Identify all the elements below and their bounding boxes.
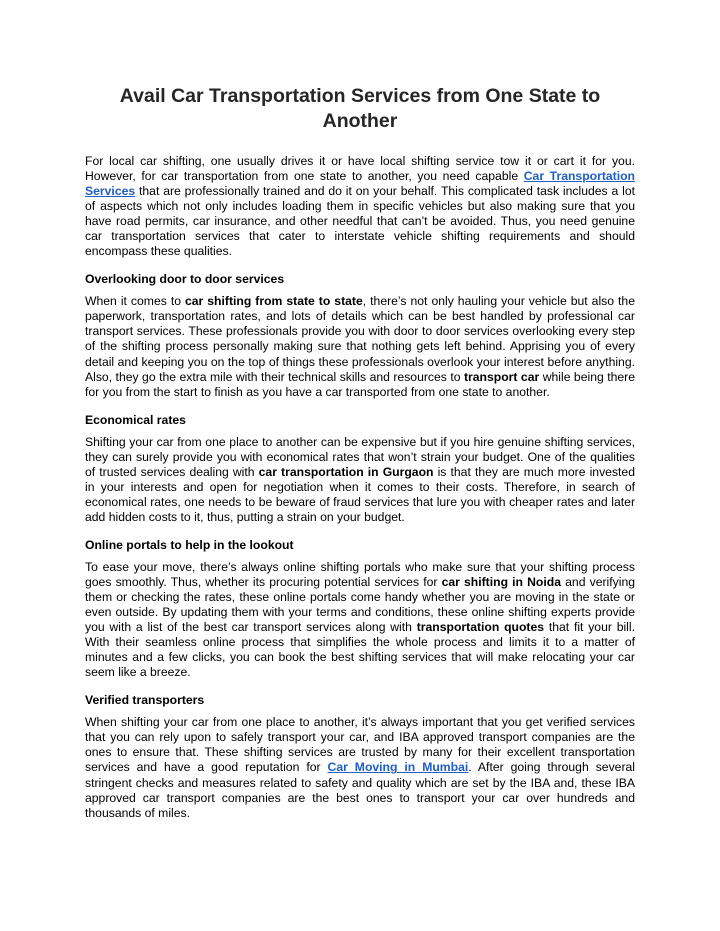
document-content (85, 84, 635, 821)
bold-phrase: transport car (463, 369, 540, 384)
bold-phrase: transportation quotes (416, 620, 545, 635)
section-heading-economical-rates: Economical rates (85, 412, 186, 427)
paragraph-text: and verifying them or checking the rates, these online portals come handy whether you are moving in the state or even outside. By updating them with your terms and conditions, these online shifting experts provide you with a list of the best car transport services along with (85, 574, 635, 635)
section-heading-door-to-door: Overlooking door to door services (85, 272, 285, 287)
section-paragraph-door-to-door (85, 294, 635, 399)
paragraph-text: while being there for you from the start to finish as you have a car transported from one state to another. (85, 369, 635, 399)
bold-phrase: car shifting from state to state (184, 294, 363, 309)
paragraph-text: To ease your move, there’s always online shifting portals who make sure that your shifting process goes smoothly. Thus, whether its procuring potential services for (85, 559, 635, 589)
paragraph-text: When it comes to (85, 294, 185, 309)
section-paragraph-economical-rates (85, 435, 635, 525)
paragraph-text: Shifting your car from one place to another can be expensive but if you hire genuine shifting services, they can surely provide you with economical rates that won’t strain your budget. One of the qualities of trusted services dealing with (85, 434, 635, 479)
paragraph-text: When shifting your car from one place to another, it’s always important that you get verified services that you can rely upon to safely transport your car, and IBA approved transport companies are the ones to ensure that. These shifting services are trusted by many for their excellent transportation services and have a good reputation for (85, 715, 635, 775)
paragraph-text: , there’s not only hauling your vehicle but also the paperwork, transportation rates, and lots of details which can be best handled by professional car transport services. These professionals provide you with door to door services overlooking every step of the shifting process personally making sure that nothing gets left behind. Apprising you of every detail and keeping you on the top of things these professionals overlook your interest before anything. Also, they go the extra mile with their technical skills and resources to (85, 294, 635, 384)
section-paragraph-verified-transporters (85, 715, 635, 820)
car-moving-in-mumbai-link[interactable]: Car Moving in Mumbai (327, 760, 469, 775)
intro-paragraph (85, 154, 635, 259)
intro-text-2: that are professionally trained and do it on your behalf. This complicated task includes a lot of aspects which not only includes loading them in specific vehicles but also making sure that you have road permits, car insurance, and other needful that can’t be avoided. Thus, you need genuine car transportation services that cater to interstate vehicle shifting requirements and should encompass these qualities. (85, 184, 635, 259)
section-heading-online-portals: Online portals to help in the lookout (85, 537, 294, 552)
intro-text-1: For local car shifting, one usually drives it or have local shifting service tow it or cart it for you. However, for car transportation from one state to another, you need capable (85, 154, 635, 184)
page-title: Avail Car Transportation Services from One State to Another (119, 85, 601, 132)
paragraph-text: . After going through several stringent checks and measures related to safety and quality which are set by the IBA and, these IBA approved car transport companies are the best ones to transport your car over hundreds and thousands of miles. (85, 760, 635, 820)
car-transportation-services-link[interactable]: Car Transportation Services (85, 169, 635, 199)
bold-phrase: car shifting in Noida (441, 574, 561, 589)
section-heading-verified-transporters: Verified transporters (85, 693, 205, 708)
paragraph-text: that fit your bill. With their seamless online process that simplifies the whole process and limits it to a matter of minutes and a few clicks, you can book the best shifting services that will make relocating your car seem like a breeze. (85, 620, 635, 680)
bold-phrase: car transportation in Gurgaon (258, 464, 434, 479)
paragraph-text: is that they are much more invested in your interests and open for negotiation when it comes to their costs. Therefore, in search of economical rates, one needs to be beware of fraud services that lure you with cheaper rates and later add hidden costs to it, thus, putting a strain on your budget. (85, 464, 635, 524)
section-paragraph-online-portals (85, 560, 635, 680)
